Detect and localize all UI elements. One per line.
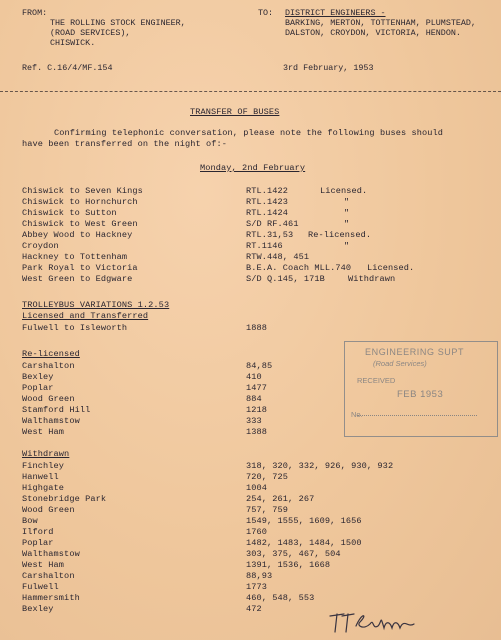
list-item-depot: Wood Green <box>22 505 75 515</box>
from-line-1: THE ROLLING STOCK ENGINEER, <box>50 18 186 28</box>
list-item-numbers: 1888 <box>246 323 268 333</box>
list-item-numbers: 460, 548, 553 <box>246 593 315 603</box>
table-row-route: West Green to Edgware <box>22 274 133 284</box>
trolleybus-heading: TROLLEYBUS VARIATIONS 1.2.53 <box>22 300 170 310</box>
list-item-depot: Ilford <box>22 527 54 537</box>
list-item-depot: Hanwell <box>22 472 59 482</box>
stamp-number-label: No. <box>351 410 363 419</box>
stamp-line-2: (Road Services) <box>373 359 427 368</box>
list-item-numbers: 1388 <box>246 427 268 437</box>
table-row-vehicle: B.E.A. Coach MLL.740 <box>246 263 352 273</box>
list-item-depot: Fulwell to Isleworth <box>22 323 128 333</box>
table-row-route: Chiswick to Hornchurch <box>22 197 138 207</box>
from-line-3: CHISWICK. <box>50 38 96 48</box>
list-item-depot: Walthamstow <box>22 416 80 426</box>
handwritten-signature <box>328 606 420 636</box>
list-item-numbers: 333 <box>246 416 262 426</box>
table-row-route: Chiswick to West Green <box>22 219 138 229</box>
table-row-note: Re-licensed. <box>308 230 372 240</box>
list-item-numbers: 88,93 <box>246 571 273 581</box>
list-item-numbers: 1218 <box>246 405 268 415</box>
to-line-3: DALSTON, CROYDON, VICTORIA, HENDON. <box>285 28 461 38</box>
table-row-vehicle: RTL.31,53 <box>246 230 294 240</box>
stamp-date: FEB 1953 <box>397 389 444 400</box>
table-row-route: Croydon <box>22 241 59 251</box>
list-item-depot: West Ham <box>22 427 65 437</box>
night-heading: Monday, 2nd February <box>200 163 306 173</box>
list-item-numbers: 318, 320, 332, 926, 930, 932 <box>246 461 394 471</box>
list-item-depot: Wood Green <box>22 394 75 404</box>
table-row-note: " <box>344 197 350 207</box>
list-item-depot: West Ham <box>22 560 65 570</box>
list-item-depot: Stamford Hill <box>22 405 91 415</box>
from-label: FROM: <box>22 8 48 18</box>
table-row-route: Abbey Wood to Hackney <box>22 230 133 240</box>
table-row-route: Chiswick to Sutton <box>22 208 117 218</box>
list-item-depot: Poplar <box>22 383 54 393</box>
list-item-numbers: 84,85 <box>246 361 273 371</box>
table-row-note: Licensed. <box>320 186 368 196</box>
table-row-route: Park Royal to Victoria <box>22 263 138 273</box>
list-item-numbers: 1391, 1536, 1668 <box>246 560 331 570</box>
to-line-2: BARKING, MERTON, TOTTENHAM, PLUMSTEAD, <box>285 18 476 28</box>
list-item-depot: Finchley <box>22 461 65 471</box>
table-row-vehicle: S/D RF.461 <box>246 219 299 229</box>
list-item-depot: Carshalton <box>22 361 75 371</box>
list-item-depot: Highgate <box>22 483 65 493</box>
to-label: TO: <box>258 8 274 18</box>
intro-line-1: Confirming telephonic conversation, please note the following buses should <box>54 128 444 138</box>
list-item-numbers: 757, 759 <box>246 505 289 515</box>
table-row-note: " <box>344 208 350 218</box>
stamp-number-line <box>357 415 477 417</box>
subject-title: TRANSFER OF BUSES <box>190 107 280 117</box>
list-item-numbers: 720, 725 <box>246 472 289 482</box>
list-item-depot: Fulwell <box>22 582 59 592</box>
table-row-route: Hackney to Tottenham <box>22 252 128 262</box>
intro-line-2: have been transferred on the night of:- <box>22 139 228 149</box>
table-row-vehicle: RTW.448, 451 <box>246 252 310 262</box>
list-item-numbers: 1760 <box>246 527 268 537</box>
list-item-numbers: 1482, 1483, 1484, 1500 <box>246 538 362 548</box>
table-row-vehicle: RTL.1422 <box>246 186 289 196</box>
list-item-numbers: 254, 261, 267 <box>246 494 315 504</box>
list-item-depot: Poplar <box>22 538 54 548</box>
to-line-1: DISTRICT ENGINEERS - <box>285 8 386 18</box>
list-item-numbers: 410 <box>246 372 262 382</box>
received-stamp <box>344 341 498 437</box>
list-item-numbers: 1773 <box>246 582 268 592</box>
list-item-numbers: 884 <box>246 394 262 404</box>
stamp-line-3: RECEIVED <box>357 376 396 385</box>
list-item-depot: Bexley <box>22 604 54 614</box>
list-item-numbers: 1004 <box>246 483 268 493</box>
list-item-numbers: 1549, 1555, 1609, 1656 <box>246 516 362 526</box>
table-row-vehicle: S/D Q.145, 171B <box>246 274 325 284</box>
from-line-2: (ROAD SERVICES), <box>50 28 131 38</box>
table-row-note: " <box>344 241 350 251</box>
table-row-vehicle: RTL.1424 <box>246 208 289 218</box>
list-item-numbers: 472 <box>246 604 262 614</box>
list-item-depot: Bow <box>22 516 38 526</box>
table-row-vehicle: RT.1146 <box>246 241 283 251</box>
relicensed-heading: Re-licensed <box>22 349 80 359</box>
stamp-line-1: ENGINEERING SUPT <box>365 347 465 357</box>
reference: Ref. C.16/4/MF.154 <box>22 63 113 73</box>
table-row-note: Withdrawn <box>348 274 396 284</box>
licensed-transferred-heading: Licensed and Transferred <box>22 311 149 321</box>
list-item-numbers: 1477 <box>246 383 268 393</box>
list-item-numbers: 303, 375, 467, 504 <box>246 549 341 559</box>
list-item-depot: Walthamstow <box>22 549 80 559</box>
list-item-depot: Stonebridge Park <box>22 494 107 504</box>
table-row-vehicle: RTL.1423 <box>246 197 289 207</box>
divider-rule <box>0 91 501 92</box>
withdrawn-heading: Withdrawn <box>22 449 70 459</box>
list-item-depot: Carshalton <box>22 571 75 581</box>
date: 3rd February, 1953 <box>283 63 374 73</box>
table-row-route: Chiswick to Seven Kings <box>22 186 143 196</box>
list-item-depot: Hammersmith <box>22 593 80 603</box>
table-row-note: " <box>344 219 350 229</box>
list-item-depot: Bexley <box>22 372 54 382</box>
table-row-note: Licensed. <box>367 263 415 273</box>
